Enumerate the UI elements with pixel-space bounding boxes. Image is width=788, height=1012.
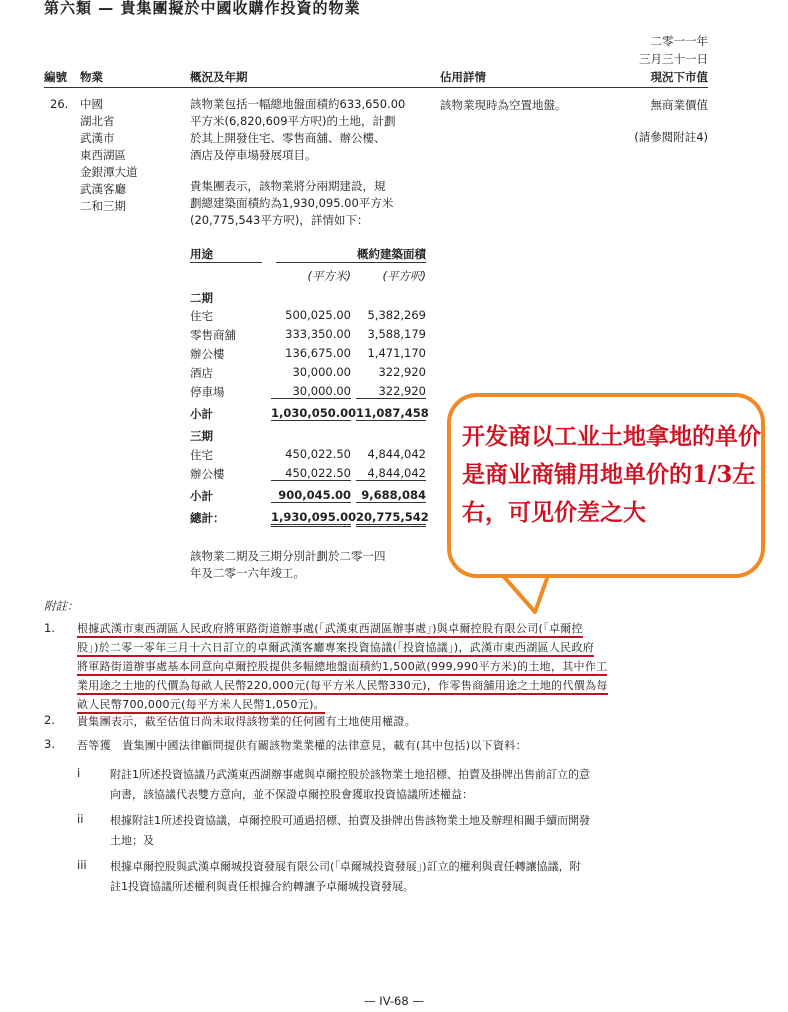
total-sqft: 20,775,542 [356,510,426,527]
col-header-description: 概況及年期 [190,70,248,84]
sub-i-text: 附註1所述投資協議乃武漢東西湖辦事處與卓爾控股於該物業土地招標、拍賣及掛牌出售前訂立的意 向書，該協議代表雙方意向，並不保證卓爾控股會獲取投資協議所述權益： [110,768,590,801]
unit-sqm: (平方米) [307,269,351,283]
note-3-label: 3. [44,737,55,751]
row-use: 酒店 [190,366,213,380]
row-use: 停車場 [190,385,225,399]
sub-i-label: i [77,766,81,780]
area-col-use: 用途 [190,247,213,261]
rule [276,262,426,263]
sub-iii-text: 根據卓爾控股與武漢卓爾城投資發展有限公司(「卓爾城投資發展」)訂立的權利與責任轉讓協議，附 註1投資協議所述權利與責任根據合約轉讓予卓爾城投資發展。 [110,860,581,893]
row-sqft: 322,920 [356,384,426,399]
market-value-note: (請參閱附註4) [634,130,708,144]
note-2-label: 2. [44,713,55,727]
phase3-subtotal-sqft: 9,688,084 [356,488,426,503]
market-value: 無商業價值 [650,98,708,112]
row-sqft: 5,382,269 [367,308,426,322]
phase2-subtotal-sqft: 11,087,458 [356,406,429,420]
row-sqft: 3,588,179 [367,327,426,341]
row-sqm: 30,000.00 [271,384,351,399]
sub-ii-label: ii [77,812,84,826]
phase3-subtotal-label: 小計 [190,489,213,503]
phase2-subtotal-sqm: 1,030,050.00 [271,406,357,420]
description-para-2: 貴集團表示，該物業將分兩期建設，規 劃總建築面積約為1,930,095.00平方米 (20,775,543平方呎)，詳情如下： [190,179,394,227]
property-address [80,96,138,215]
completion-text: 該物業二期及三期分別計劃於二零一四 年及二零一六年竣工。 [190,549,386,580]
total-label: 總計： [190,511,225,525]
occupancy-text: 該物業現時為空置地盤。 [440,98,567,112]
row-sqft: 1,471,170 [367,346,426,360]
note-3-text: 吾等獲 貴集團中國法律顧問提供有關該物業業權的法律意見，載有(其中包括)以下資料： [77,739,527,752]
note-1-line: 將軍路街道辦事處基本同意向卓爾控股提供多幅總地盤面積約1,500畝(999,990平方米)的土地，其中作工 [77,658,607,676]
header-rule [44,87,708,88]
col-header-property: 物業 [80,70,103,84]
row-sqm: 333,350.00 [285,327,351,341]
page-number: — IV-68 — [364,994,424,1008]
row-sqm: 450,022.50 [285,447,351,461]
row-use: 住宅 [190,448,213,462]
notes-heading: 附註： [44,599,79,613]
note-1-line: 業用途之土地的代價為每畝人民幣220,000元(每平方米人民幣330元)，作零售商舖用途之土地的代價為每 [77,677,608,695]
address-line: 二和三期 [80,199,126,213]
note-1-line: 畝人民幣700,000元(每平方米人民幣1,050元)。 [77,696,325,714]
address-line: 武漢市 [80,131,115,145]
property-number: 26. [50,97,69,111]
page-title: 第六類 — 貴集團擬於中國收購作投資的物業 [44,0,361,17]
col-header-no: 編號 [44,70,67,84]
phase2-subtotal-label: 小計 [190,407,213,421]
col-header-occupancy: 佔用詳情 [440,70,486,84]
row-use: 零售商舖 [190,328,236,342]
unit-sqft: (平方呎) [382,269,426,283]
note-1-line: 股」)於二零一零年三月十六日訂立的卓爾武漢客廳專案投資協議(「投資協議」)，武漢市東西湖區人民政府 [77,639,594,657]
note-1-line: 根據武漢市東西湖區人民政府將軍路街道辦事處(「武漢東西湖區辦事處」)與卓爾控股有限公司(「卓爾控 [77,620,583,638]
address-line: 武漢客廳 [80,182,126,196]
sub-iii-label: iii [77,858,87,872]
sub-ii-text: 根據附註1所述投資協議，卓爾控股可通過招標、拍賣及掛牌出售該物業土地及辦理相關手續而開發 土地；及 [110,814,590,847]
annotation-text: 开发商以工业土地拿地的单价是商业商铺用地单价的1/3左右，可见价差之大 [462,423,761,526]
row-sqm: 450,022.50 [271,466,351,481]
valuation-date-line2: 三月三十一日 [639,52,708,66]
address-line: 中國 [80,97,103,111]
note-1-label: 1. [44,621,55,635]
phase3-label: 三期 [190,429,213,443]
address-line: 湖北省 [80,114,115,128]
total-sqm: 1,930,095.00 [271,510,351,527]
row-sqft: 4,844,042 [356,466,426,481]
area-col-gfa: 概約建築面積 [357,247,426,261]
row-use: 辦公樓 [190,347,225,361]
row-sqft: 322,920 [378,365,426,379]
row-use: 住宅 [190,309,213,323]
address-line: 金銀潭大道 [80,165,138,179]
rule [190,262,262,263]
row-sqm: 136,675.00 [285,346,351,360]
phase3-subtotal-sqm: 900,045.00 [271,488,351,503]
col-header-market-value: 現況下市值 [650,70,708,84]
row-use: 辦公樓 [190,467,225,481]
note-2-text: 貴集團表示，截至估值日尚未取得該物業的任何國有土地使用權證。 [77,715,416,728]
address-line: 東西湖區 [80,148,126,162]
phase2-label: 二期 [190,291,213,305]
row-sqft: 4,844,042 [367,447,426,461]
valuation-date-line1: 二零一一年 [650,34,708,48]
row-sqm: 30,000.00 [292,365,351,379]
row-sqm: 500,025.00 [285,308,351,322]
description-para-1: 該物業包括一幅總地盤面積約633,650.00 平方米(6,820,609平方呎)的土地，計劃 於其上開發住宅、零售商舖、辦公樓、 酒店及停車場發展項目。 [190,97,406,162]
